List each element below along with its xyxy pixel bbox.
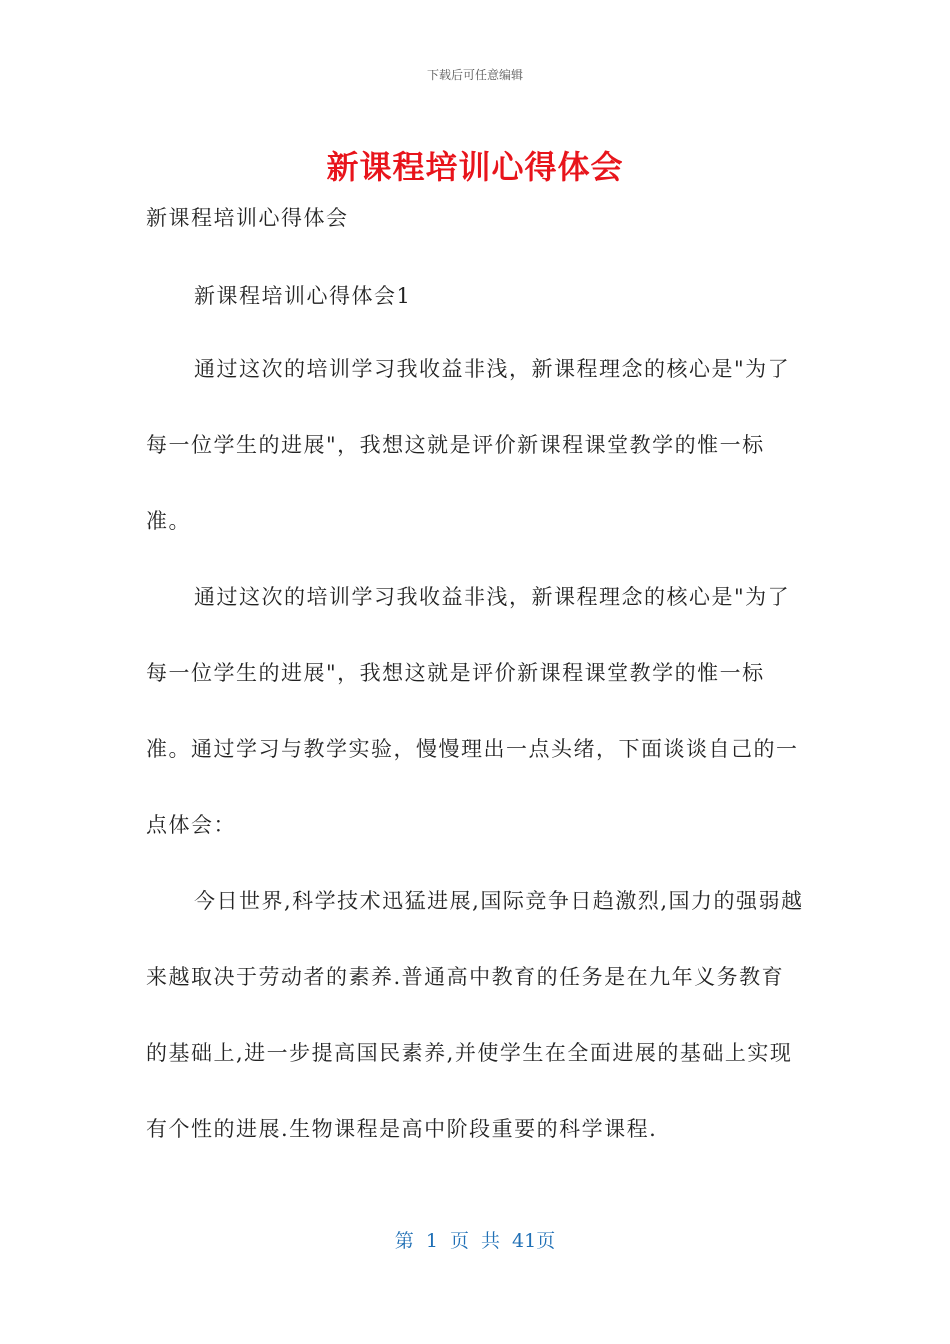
paragraph: 通过这次的培训学习我收益非浅，新课程理念的核心是"为了每一位学生的进展"，我想这就是评价新课程课堂教学的惟一标准。 xyxy=(146,357,791,533)
paragraph: 今日世界,科学技术迅猛进展,国际竞争日趋激烈,国力的强弱越来越取决于劳动者的素养.普通高中教育的任务是在九年义务教育的基础上,进一步提高国民素养,并使学生在全面进展的基础上实现有个性的进展.生物课程是高中阶段重要的科学课程. xyxy=(146,889,804,1141)
body-paragraphs xyxy=(146,331,806,1167)
paragraph: 通过这次的培训学习我收益非浅，新课程理念的核心是"为了每一位学生的进展"，我想这就是评价新课程课堂教学的惟一标准。通过学习与教学实验，慢慢理出一点头绪，下面谈谈自己的一点体会： xyxy=(146,585,799,837)
page-number-footer: 第 1 页 共 41页 xyxy=(394,1230,556,1252)
document-title: 新课程培训心得体会 xyxy=(326,148,624,186)
document-subtitle: 新课程培训心得体会 xyxy=(146,206,349,230)
section-heading: 新课程培训心得体会1 xyxy=(194,284,412,308)
header-note: 下载后可任意编辑 xyxy=(426,68,523,82)
